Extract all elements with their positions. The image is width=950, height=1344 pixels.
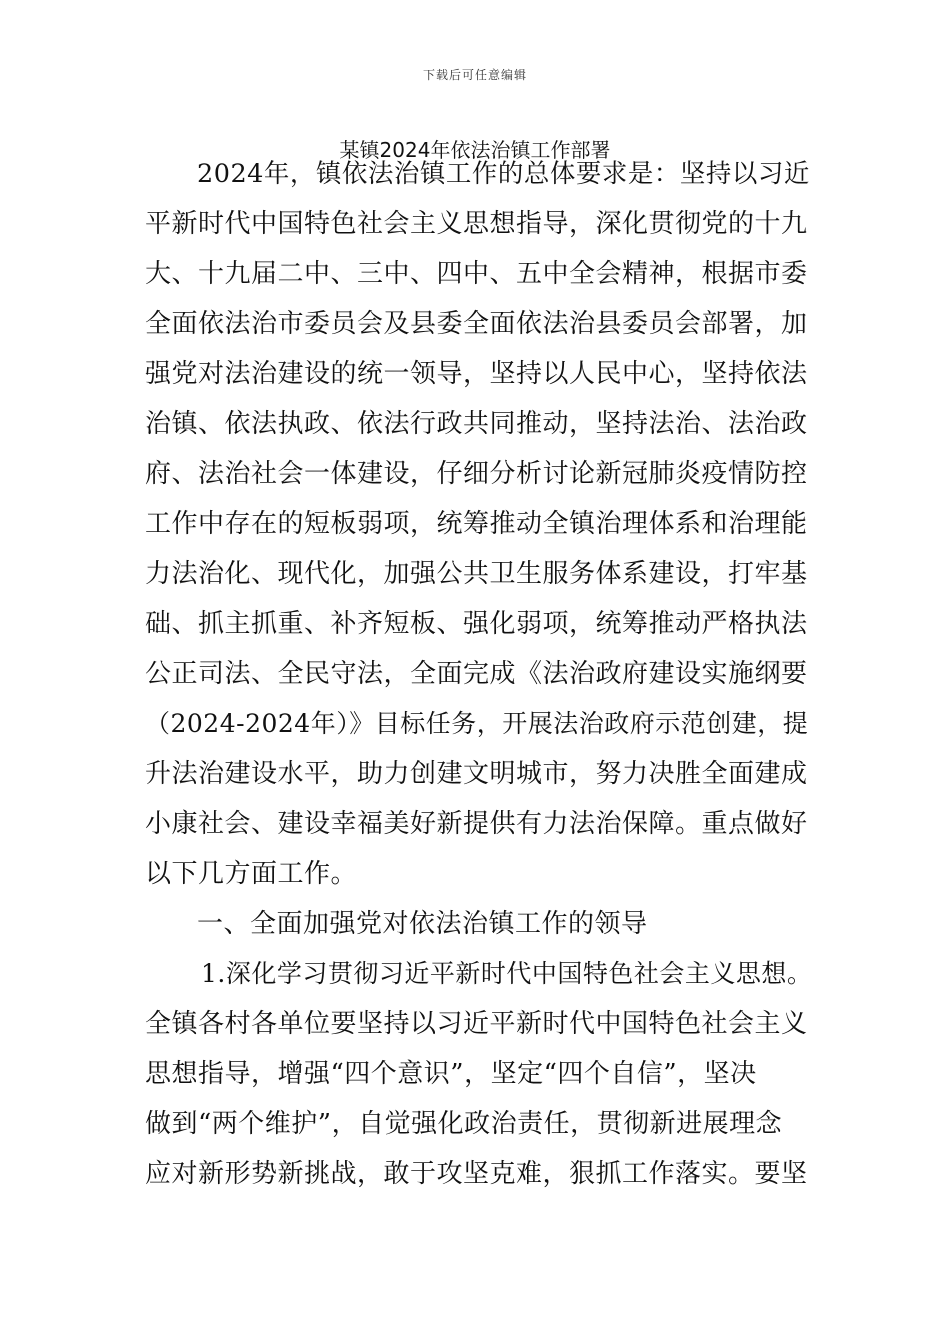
- paragraph-line: 应对新形势新挑战，敢于攻坚克难，狠抓工作落实。要坚: [145, 1159, 808, 1189]
- paragraph-line: 大、十九届二中、三中、四中、五中全会精神，根据市委: [145, 259, 808, 289]
- paragraph-line: 做到“两个维护”，自觉强化政治责任，贯彻新进展理念: [145, 1109, 783, 1139]
- paragraph-line: 小康社会、建设幸福美好新提供有力法治保障。重点做好: [145, 809, 808, 839]
- paragraph-line: 力法治化、现代化，加强公共卫生服务体系建设，打牢基: [145, 559, 808, 589]
- paragraph-line: 2024年，镇依法治镇工作的总体要求是：坚持以习近: [197, 159, 810, 189]
- paragraph-line: 升法治建设水平，助力创建文明城市，努力决胜全面建成: [145, 759, 808, 789]
- paragraph-line: 础、抓主抓重、补齐短板、强化弱项，统筹推动严格执法: [145, 609, 808, 639]
- paragraph-line: 全镇各村各单位要坚持以习近平新时代中国特色社会主义: [145, 1009, 808, 1039]
- paragraph-line: 治镇、依法执政、依法行政共同推动，坚持法治、法治政: [145, 409, 808, 439]
- paragraph-line: 以下几方面工作。: [145, 859, 358, 889]
- document-body: [145, 149, 815, 1199]
- header-note: 下载后可任意编辑: [422, 68, 527, 82]
- paragraph-line: 公正司法、全民守法，全面完成《法治政府建设实施纲要: [145, 659, 808, 689]
- subsection-heading: 1.深化学习贯彻习近平新时代中国特色社会主义思想。: [201, 959, 813, 988]
- paragraph-line: 府、法治社会一体建设，仔细分析讨论新冠肺炎疫情防控: [145, 459, 808, 489]
- paragraph-line: 思想指导，增强“四个意识”，坚定“四个自信”，坚决: [145, 1059, 757, 1089]
- paragraph-line: （2024-2024年）》目标任务，开展法治政府示范创建，提: [145, 709, 809, 738]
- document-title: 某镇2024年依法治镇工作部署: [339, 138, 611, 162]
- paragraph-line: 平新时代中国特色社会主义思想指导，深化贯彻党的十九: [145, 209, 808, 239]
- paragraph-line: 全面依法治市委员会及县委全面依法治县委员会部署，加: [145, 309, 808, 339]
- section-heading: 一、全面加强党对依法治镇工作的领导: [197, 909, 648, 939]
- paragraph-line: 工作中存在的短板弱项，统筹推动全镇治理体系和治理能: [145, 509, 808, 539]
- paragraph-line: 强党对法治建设的统一领导，坚持以人民中心，坚持依法: [145, 359, 808, 389]
